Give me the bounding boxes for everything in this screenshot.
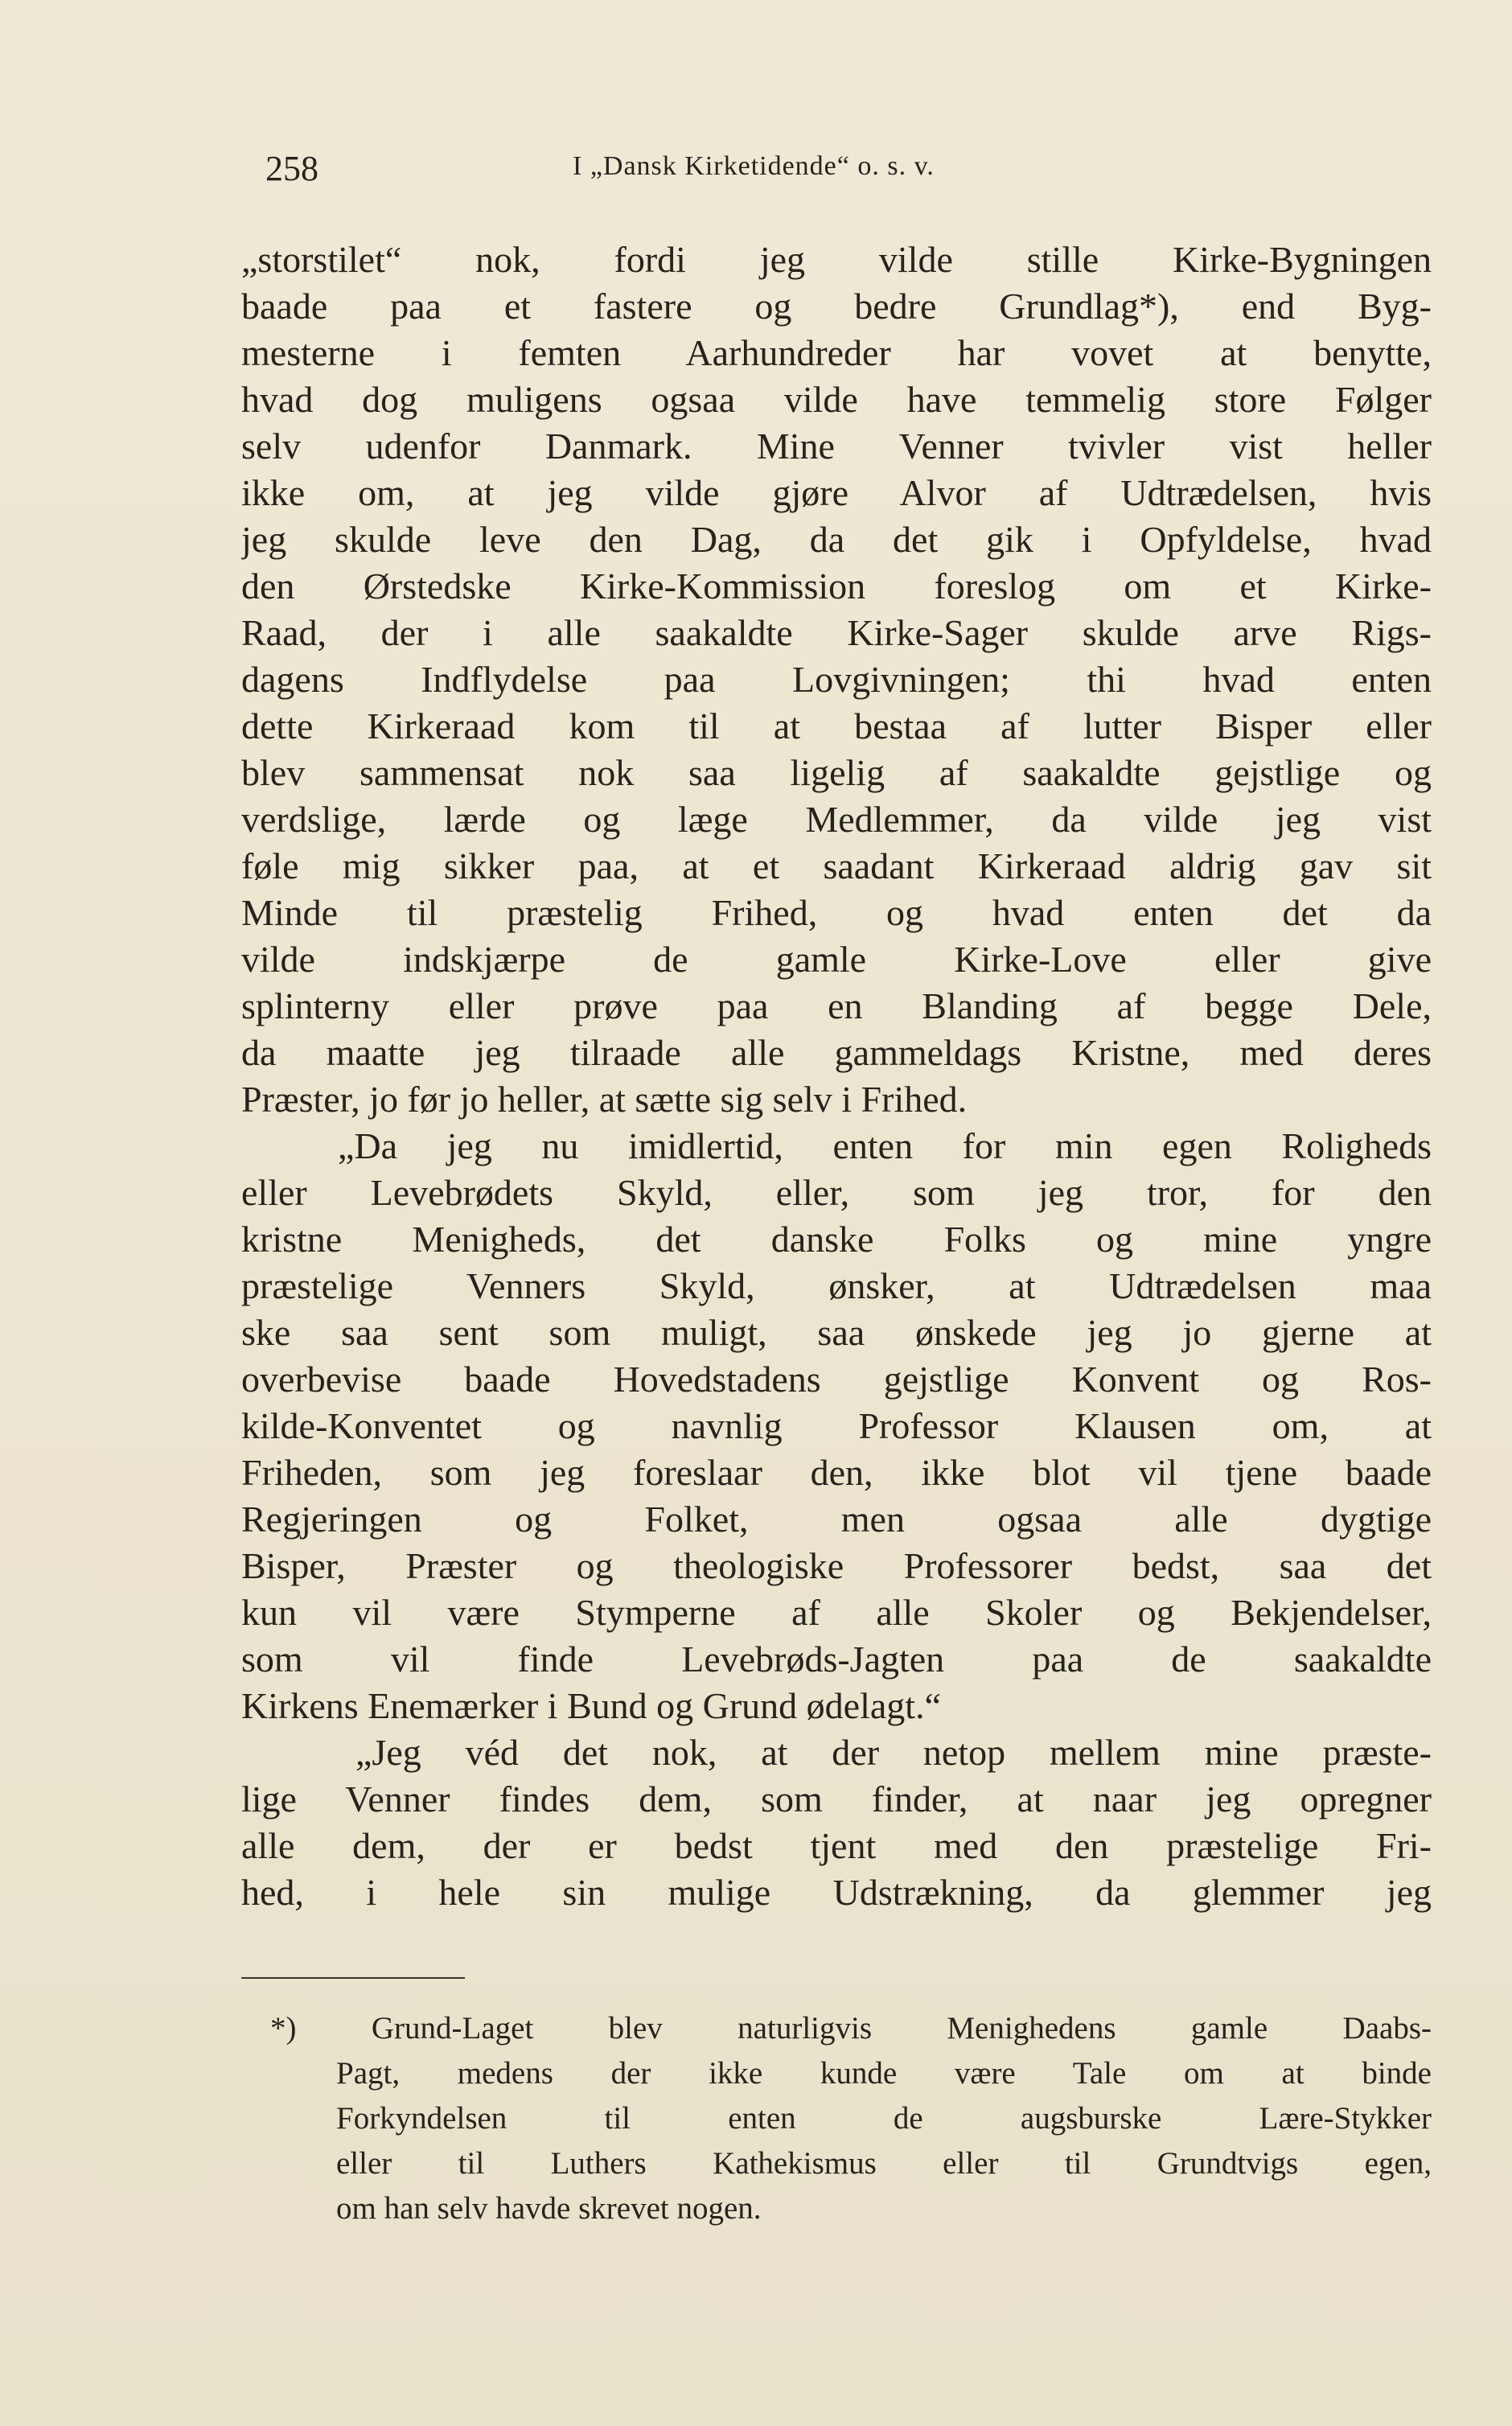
- text-line: da maatte jeg tilraade alle gammeldags Kristne, med deres: [241, 1032, 1432, 1073]
- text-line: Bisper, Præster og theologiske Professorer bedst, saa det: [241, 1545, 1432, 1586]
- text-line: mesterne i femten Aarhundreder har vovet at benytte,: [241, 332, 1432, 373]
- footnote-line: Forkyndelsen til enten de augsburske Lære-Stykker: [336, 2101, 1432, 2136]
- text-line: hvad dog muligens ogsaa vilde have temmelig store Følger: [241, 379, 1432, 420]
- paragraph-end-line: Præster, jo før jo heller, at sætte sig selv i Frihed.: [241, 1079, 968, 1120]
- text-line: alle dem, der er bedst tjent med den præstelige Fri-: [241, 1825, 1432, 1866]
- text-line: dagens Indflydelse paa Lovgivningen; thi hvad enten: [241, 659, 1432, 700]
- text-line: som vil finde Levebrøds-Jagten paa de saakaldte: [241, 1639, 1432, 1680]
- running-head: [241, 146, 1271, 195]
- text-line: baade paa et fastere og bedre Grundlag*), end Byg-: [241, 286, 1432, 327]
- text-line: selv udenfor Danmark. Mine Venner tvivler vist heller: [241, 426, 1432, 467]
- paragraph-end-line: Kirkens Enemærker i Bund og Grund ødelagt.“: [241, 1685, 941, 1726]
- footnote-divider: [241, 1977, 465, 1979]
- text-line: splinterny eller prøve paa en Blanding af begge Dele,: [241, 985, 1432, 1026]
- text-line: ske saa sent som muligt, saa ønskede jeg jo gjerne at: [241, 1312, 1432, 1353]
- text-line: jeg skulde leve den Dag, da det gik i Opfyldelse, hvad: [241, 519, 1432, 560]
- footnote-line: om han selv havde skrevet nogen.: [336, 2191, 762, 2226]
- text-line: hed, i hele sin mulige Udstrækning, da glemmer jeg: [241, 1872, 1432, 1913]
- text-line: kristne Menigheds, det danske Folks og mine yngre: [241, 1219, 1432, 1260]
- footnote: [241, 2006, 1432, 2231]
- text-line: blev sammensat nok saa ligelig af saakaldte gejstlige og: [241, 752, 1432, 793]
- text-line: Friheden, som jeg foreslaar den, ikke blot vil tjene baade: [241, 1452, 1432, 1493]
- text-line: eller Levebrødets Skyld, eller, som jeg tror, for den: [241, 1172, 1432, 1213]
- text-line: verdslige, lærde og læge Medlemmer, da vilde jeg vist: [241, 799, 1432, 840]
- text-line: Raad, der i alle saakaldte Kirke-Sager skulde arve Rigs-: [241, 612, 1432, 653]
- text-line: den Ørstedske Kirke-Kommission foreslog om et Kirke-: [241, 565, 1432, 606]
- paragraph-start-line: „Jeg véd det nok, at der netop mellem mine præste-: [355, 1732, 1432, 1773]
- body-text: [241, 236, 1432, 1916]
- page-number: 258: [265, 149, 318, 188]
- text-line: „storstilet“ nok, fordi jeg vilde stille Kirke-Bygningen: [241, 239, 1432, 280]
- paragraph-start-line: „Da jeg nu imidlertid, enten for min egen Roligheds: [338, 1125, 1432, 1166]
- running-title: I „Dansk Kirketidende“ o. s. v.: [573, 151, 935, 181]
- text-line: Minde til præstelig Frihed, og hvad enten det da: [241, 892, 1432, 933]
- footnote-line: *) Grund-Laget blev naturligvis Menighedens gamle Daabs-: [270, 2011, 1432, 2046]
- text-line: kun vil være Stymperne af alle Skoler og Bekjendelser,: [241, 1592, 1432, 1633]
- text-line: føle mig sikker paa, at et saadant Kirkeraad aldrig gav sit: [241, 845, 1432, 886]
- text-line: overbevise baade Hovedstadens gejstlige Konvent og Ros-: [241, 1359, 1432, 1400]
- text-line: ikke om, at jeg vilde gjøre Alvor af Udtrædelsen, hvis: [241, 472, 1432, 513]
- text-line: vilde indskjærpe de gamle Kirke-Love eller give: [241, 939, 1432, 980]
- text-line: kilde-Konventet og navnlig Professor Klausen om, at: [241, 1405, 1432, 1446]
- footnote-line: eller til Luthers Kathekismus eller til Grundtvigs egen,: [336, 2146, 1432, 2181]
- text-line: Regjeringen og Folket, men ogsaa alle dygtige: [241, 1499, 1432, 1540]
- text-line: dette Kirkeraad kom til at bestaa af lutter Bisper eller: [241, 705, 1432, 746]
- footnote-line: Pagt, medens der ikke kunde være Tale om at binde: [336, 2056, 1432, 2091]
- text-line: lige Venner findes dem, som finder, at naar jeg opregner: [241, 1778, 1432, 1820]
- text-line: præstelige Venners Skyld, ønsker, at Udtrædelsen maa: [241, 1265, 1432, 1306]
